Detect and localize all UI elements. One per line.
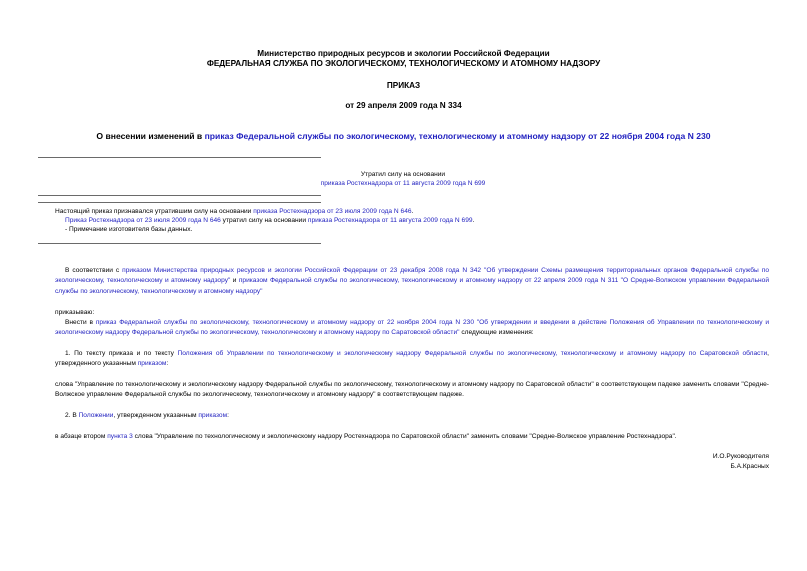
editor-note-link-646b[interactable]: Приказ Ростехнадзора от 23 июля 2009 года N 646 bbox=[65, 217, 221, 224]
link-order[interactable]: приказом bbox=[137, 360, 167, 368]
service-name: ФЕДЕРАЛЬНАЯ СЛУЖБА ПО ЭКОЛОГИЧЕСКОМУ, ТЕХНОЛОГИЧЕСКОМУ И АТОМНОМУ НАДЗОРУ bbox=[206, 59, 601, 68]
doc-title bbox=[0, 131, 807, 141]
link-order-short[interactable]: приказом bbox=[198, 412, 228, 419]
paragraph-basis: В соответствии с приказом Министерства природных ресурсов и экологии Российской Федерации от 23 декабря 2008 года N 342 "Об утверждении Схемы размещения территориальных органов Федеральной службы по экологическому, технологическому и атомному надзору" и приказом Федеральной службы по экологическому, технологическому и атомному надзору от 22 апреля 2009 года N 311 "О Средне-Волжском управлении Федеральной службы по экологическому, технологическому и атомному надзору" bbox=[55, 267, 769, 295]
paragraph-clause-3: в абзаце втором пункта 3 слова "Управление по технологическому и экологическому надзору Ростехнадзора по Саратовской области" заменить словами "Средне-Волжское управление Ростехнадзора". bbox=[55, 433, 677, 440]
title-link[interactable]: приказ Федеральной службы по экологическому, технологическому и атомному надзору от 22 ноября 2004 года N 230 bbox=[204, 131, 711, 141]
order-word: приказываю: bbox=[55, 309, 95, 316]
link-clause-3[interactable]: пункта 3 bbox=[107, 433, 133, 440]
paragraph-item-2: 2. В Положении, утвержденном указанным приказом: bbox=[65, 412, 229, 419]
repeal-note-text: Утратил силу на основании bbox=[360, 171, 446, 178]
editor-note-link-646[interactable]: приказа Ростехнадзора от 23 июля 2009 года N 646 bbox=[253, 208, 412, 215]
signature-block bbox=[713, 452, 769, 472]
signature-name: Б.А.Красных bbox=[730, 463, 769, 470]
doc-type: ПРИКАЗ bbox=[386, 81, 421, 90]
title-prefix: О внесении изменений в bbox=[96, 131, 205, 141]
divider bbox=[38, 243, 321, 244]
link-order-342[interactable]: приказом Министерства природных ресурсов и экологии Российской Федерации от 23 декабря 2008 года N 342 "Об утверждении Схемы размещения территориальных органов Федеральной службы по экологическому, технологическому и атомному надзору" bbox=[55, 267, 769, 285]
link-order-230[interactable]: приказ Федеральной службы по экологическому, технологическому и атомному надзору от 22 ноября 2004 года N 230 "Об утверждении и введении в действие Положения об Управлении по технологическому и экологическому надзору Федеральной службы по экологическому, технологическому и атомному надзору по Саратовской области" bbox=[55, 319, 770, 337]
link-regulation-short[interactable]: Положении bbox=[78, 412, 114, 419]
repeal-note bbox=[300, 170, 506, 188]
repeal-note-link[interactable]: приказа Ростехнадзора от 11 августа 2009 года N 699 bbox=[320, 180, 486, 187]
editor-note bbox=[55, 207, 655, 234]
signature-position: И.О.Руководителя bbox=[712, 453, 769, 460]
paragraph-amend: Внести в приказ Федеральной службы по экологическому, технологическому и атомному надзору от 22 ноября 2004 года N 230 "Об утверждении и введении в действие Положения об Управлении по технологическому и экологическому надзору Федеральной службы по экологическому, технологическому и атомному надзору по Саратовской области" следующие изменения: bbox=[55, 319, 770, 337]
link-regulation[interactable]: Положения об Управлении по технологическому и экологическому надзору Федеральной службы по экологическому, технологическому и атомному надзору по Саратовской области bbox=[177, 350, 768, 357]
divider bbox=[38, 157, 321, 158]
editor-note-line-1: Настоящий приказ признавался утратившим силу на основании приказа Ростехнадзора от 23 июля 2009 года N 646. bbox=[55, 208, 414, 215]
ministry-name: Министерство природных ресурсов и экологии Российской Федерации bbox=[257, 49, 550, 58]
paragraph-replace-words: слова "Управление по технологическому и экологическому надзору Федеральной службы по экологическому, технологическому и атомному надзору по Саратовской области" в соответствующем падеже заменить словами "Средне-Волжское управление Федеральной службы по экологическому, технологическому и атомному надзору" в соответствующем падеже. bbox=[55, 381, 769, 399]
editor-note-line-2: Приказ Ростехнадзора от 23 июля 2009 года N 646 утратил силу на основании приказа Ростехнадзора от 11 августа 2009 года N 699. bbox=[65, 217, 475, 224]
editor-note-link-699[interactable]: приказа Ростехнадзора от 11 августа 2009 года N 699 bbox=[307, 217, 473, 224]
link-order-311[interactable]: приказом Федеральной службы по экологическому, технологическому и атомному надзору от 22 апреля 2009 года N 311 "О Средне-Волжском управлении Федеральной службы по экологическому, технологическому и атомному надзору" bbox=[55, 277, 769, 295]
divider bbox=[38, 195, 321, 196]
paragraph-item-1: 1. По тексту приказа и по тексту Положения об Управлении по технологическому и экологическому надзору Федеральной службы по экологическому, технологическому и атомному надзору по Саратовской области, утвержденного указанным приказом: bbox=[55, 350, 769, 368]
divider bbox=[38, 202, 321, 203]
doc-date: от 29 апреля 2009 года N 334 bbox=[345, 101, 462, 110]
editor-note-line-3: - Примечание изготовителя базы данных. bbox=[65, 226, 193, 233]
